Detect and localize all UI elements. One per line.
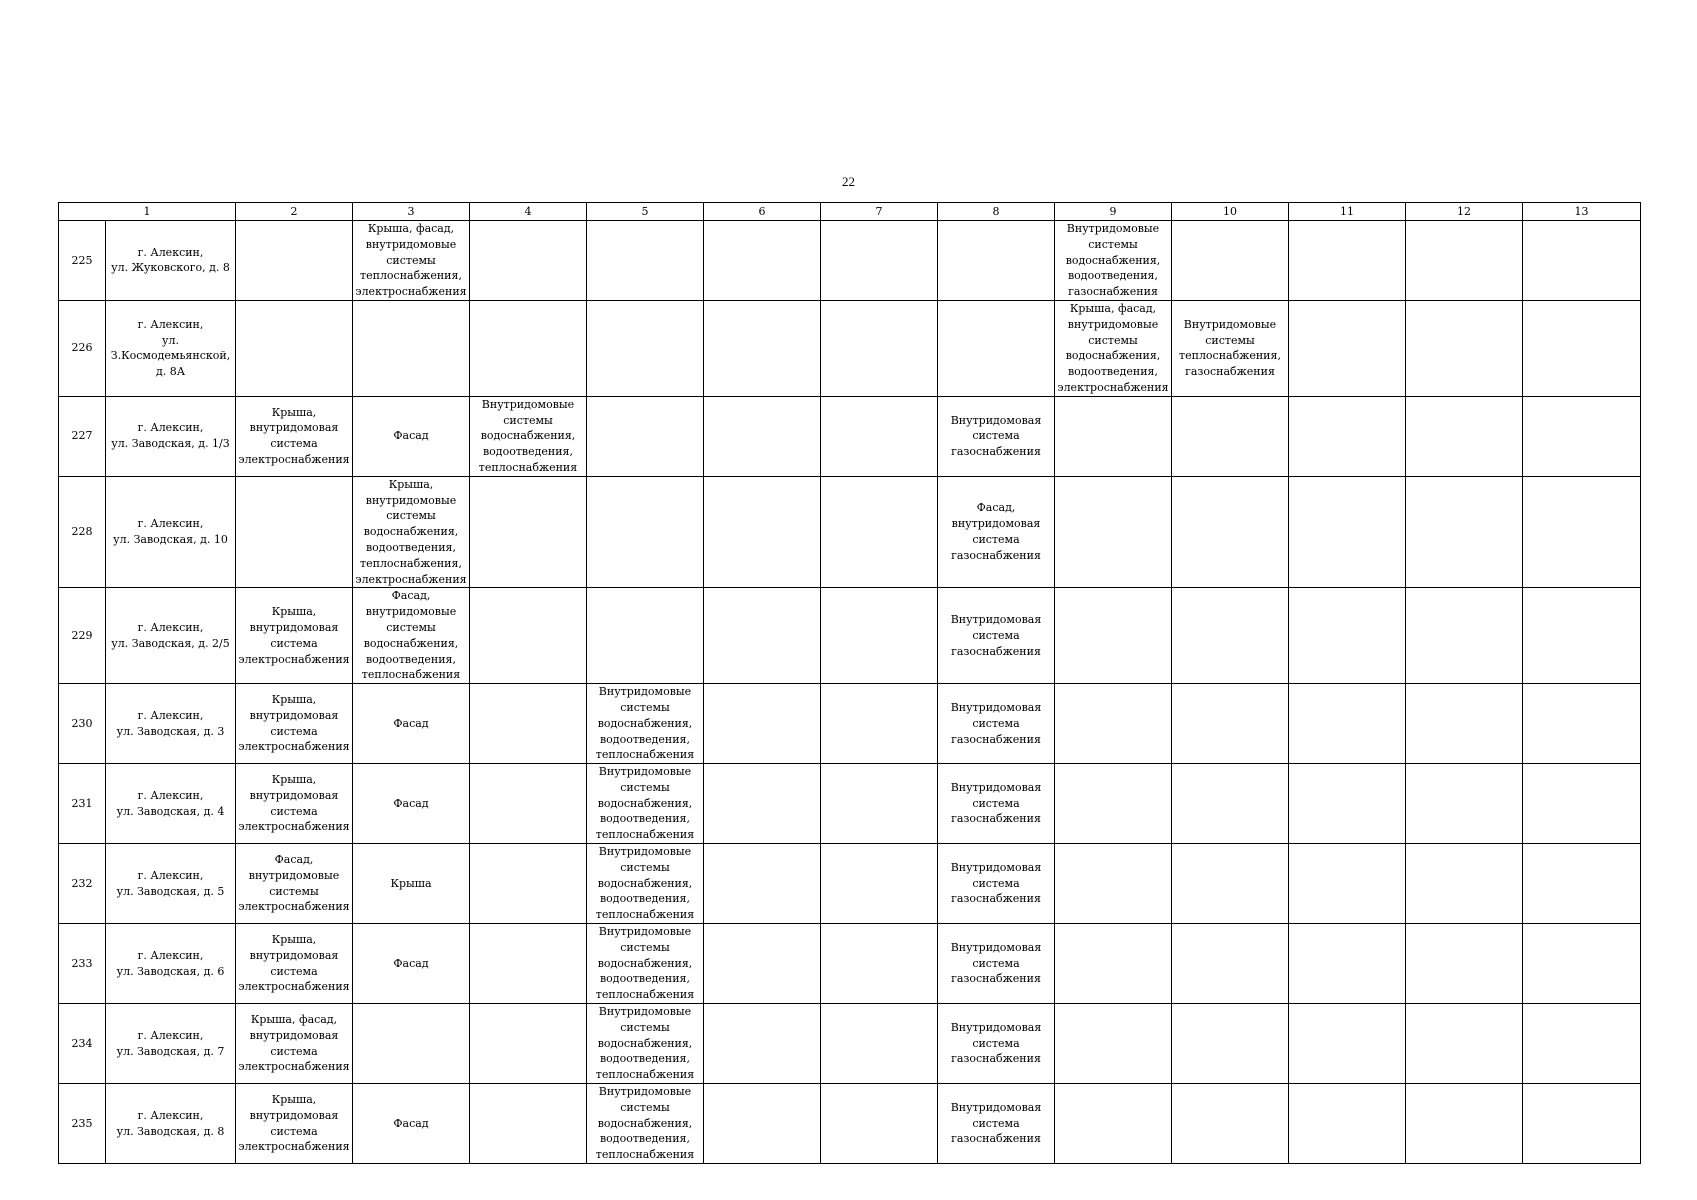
works-cell-col-10 [1172, 396, 1289, 476]
works-cell-col-13 [1523, 1004, 1641, 1084]
works-cell-col-4 [470, 844, 587, 924]
address-cell: г. Алексин, ул. Заводская, д. 10 [106, 476, 236, 588]
works-cell-col-13 [1523, 588, 1641, 684]
header-cell: 12 [1406, 203, 1523, 221]
works-cell-col-8: Внутридомовая система газоснабжения [938, 844, 1055, 924]
works-cell-col-5: Внутридомовые системы водоснабжения, водоотведения, теплоснабжения [587, 924, 704, 1004]
row-number: 227 [59, 396, 106, 476]
works-cell-col-6 [704, 764, 821, 844]
works-cell-col-12 [1406, 221, 1523, 301]
works-cell-col-9 [1055, 476, 1172, 588]
works-cell-col-3 [353, 1004, 470, 1084]
works-cell-col-2: Крыша, внутридомовая система электроснабжения [236, 764, 353, 844]
table-row [59, 844, 1641, 924]
header-cell: 2 [236, 203, 353, 221]
works-cell-col-5 [587, 588, 704, 684]
address-cell: г. Алексин, ул. Заводская, д. 6 [106, 924, 236, 1004]
works-cell-col-9 [1055, 844, 1172, 924]
address-cell: г. Алексин, ул. Заводская, д. 8 [106, 1084, 236, 1164]
works-cell-col-12 [1406, 1004, 1523, 1084]
works-cell-col-7 [821, 924, 938, 1004]
header-cell: 8 [938, 203, 1055, 221]
works-cell-col-10 [1172, 764, 1289, 844]
address-cell: г. Алексин, ул. Жуковского, д. 8 [106, 221, 236, 301]
works-cell-col-9 [1055, 588, 1172, 684]
header-cell: 10 [1172, 203, 1289, 221]
works-cell-col-5 [587, 221, 704, 301]
works-cell-col-6 [704, 396, 821, 476]
works-cell-col-10 [1172, 924, 1289, 1004]
works-cell-col-2: Крыша, внутридомовая система электроснабжения [236, 588, 353, 684]
works-cell-col-3: Крыша, фасад, внутридомовые системы теплоснабжения, электроснабжения [353, 221, 470, 301]
works-cell-col-10 [1172, 476, 1289, 588]
works-cell-col-5: Внутридомовые системы водоснабжения, водоотведения, теплоснабжения [587, 684, 704, 764]
works-cell-col-10 [1172, 221, 1289, 301]
row-number: 232 [59, 844, 106, 924]
address-cell: г. Алексин, ул. Заводская, д. 7 [106, 1004, 236, 1084]
works-cell-col-5 [587, 476, 704, 588]
works-cell-col-13 [1523, 684, 1641, 764]
works-cell-col-5 [587, 300, 704, 396]
works-cell-col-11 [1289, 221, 1406, 301]
row-number: 231 [59, 764, 106, 844]
works-cell-col-13 [1523, 924, 1641, 1004]
works-cell-col-3: Фасад [353, 396, 470, 476]
row-number: 235 [59, 1084, 106, 1164]
works-cell-col-6 [704, 588, 821, 684]
works-cell-col-3: Фасад [353, 924, 470, 1004]
works-cell-col-5 [587, 396, 704, 476]
works-cell-col-8: Внутридомовая система газоснабжения [938, 924, 1055, 1004]
works-cell-col-3: Фасад, внутридомовые системы водоснабжения, водоотведения, теплоснабжения [353, 588, 470, 684]
table-row [59, 300, 1641, 396]
works-cell-col-4 [470, 1004, 587, 1084]
works-cell-col-9 [1055, 764, 1172, 844]
works-schedule-table [58, 202, 1641, 1164]
works-cell-col-10 [1172, 1084, 1289, 1164]
works-cell-col-10 [1172, 684, 1289, 764]
works-cell-col-8: Внутридомовая система газоснабжения [938, 684, 1055, 764]
works-cell-col-11 [1289, 764, 1406, 844]
works-cell-col-11 [1289, 1004, 1406, 1084]
works-cell-col-2 [236, 476, 353, 588]
works-cell-col-12 [1406, 1084, 1523, 1164]
works-cell-col-10 [1172, 844, 1289, 924]
works-cell-col-12 [1406, 300, 1523, 396]
works-cell-col-11 [1289, 924, 1406, 1004]
works-cell-col-4 [470, 476, 587, 588]
works-cell-col-12 [1406, 588, 1523, 684]
works-cell-col-8: Фасад, внутридомовая система газоснабжения [938, 476, 1055, 588]
works-cell-col-6 [704, 221, 821, 301]
works-cell-col-6 [704, 844, 821, 924]
works-cell-col-9 [1055, 684, 1172, 764]
works-cell-col-11 [1289, 476, 1406, 588]
works-cell-col-7 [821, 1004, 938, 1084]
works-cell-col-7 [821, 588, 938, 684]
works-cell-col-13 [1523, 396, 1641, 476]
works-cell-col-6 [704, 684, 821, 764]
works-cell-col-2 [236, 221, 353, 301]
works-cell-col-4 [470, 764, 587, 844]
table-row [59, 588, 1641, 684]
works-cell-col-7 [821, 1084, 938, 1164]
works-cell-col-7 [821, 844, 938, 924]
header-cell: 5 [587, 203, 704, 221]
header-cell: 1 [59, 203, 236, 221]
works-cell-col-11 [1289, 396, 1406, 476]
works-cell-col-7 [821, 684, 938, 764]
works-cell-col-8 [938, 221, 1055, 301]
works-cell-col-5: Внутридомовые системы водоснабжения, водоотведения, теплоснабжения [587, 844, 704, 924]
works-cell-col-13 [1523, 764, 1641, 844]
works-cell-col-9 [1055, 1004, 1172, 1084]
works-cell-col-10 [1172, 1004, 1289, 1084]
works-cell-col-7 [821, 221, 938, 301]
works-cell-col-12 [1406, 396, 1523, 476]
address-cell: г. Алексин, ул. Заводская, д. 4 [106, 764, 236, 844]
works-cell-col-9: Крыша, фасад, внутридомовые системы водоснабжения, водоотведения, электроснабжения [1055, 300, 1172, 396]
works-cell-col-11 [1289, 1084, 1406, 1164]
works-cell-col-11 [1289, 684, 1406, 764]
works-cell-col-13 [1523, 300, 1641, 396]
address-cell: г. Алексин, ул. Заводская, д. 1/3 [106, 396, 236, 476]
header-cell: 13 [1523, 203, 1641, 221]
works-cell-col-2: Фасад, внутридомовые системы электроснабжения [236, 844, 353, 924]
address-cell: г. Алексин, ул. З.Космодемьянской, д. 8А [106, 300, 236, 396]
row-number: 234 [59, 1004, 106, 1084]
works-cell-col-10 [1172, 588, 1289, 684]
works-cell-col-9: Внутридомовые системы водоснабжения, водоотведения, газоснабжения [1055, 221, 1172, 301]
header-cell: 7 [821, 203, 938, 221]
header-cell: 11 [1289, 203, 1406, 221]
row-number: 228 [59, 476, 106, 588]
works-cell-col-5: Внутридомовые системы водоснабжения, водоотведения, теплоснабжения [587, 1084, 704, 1164]
works-cell-col-5: Внутридомовые системы водоснабжения, водоотведения, теплоснабжения [587, 764, 704, 844]
works-cell-col-8 [938, 300, 1055, 396]
works-cell-col-13 [1523, 476, 1641, 588]
works-cell-col-5: Внутридомовые системы водоснабжения, водоотведения, теплоснабжения [587, 1004, 704, 1084]
table-row [59, 684, 1641, 764]
row-number: 226 [59, 300, 106, 396]
works-cell-col-4: Внутридомовые системы водоснабжения, водоотведения, теплоснабжения [470, 396, 587, 476]
header-row [59, 203, 1641, 221]
row-number: 225 [59, 221, 106, 301]
works-cell-col-2: Крыша, фасад, внутридомовая система электроснабжения [236, 1004, 353, 1084]
table-row [59, 476, 1641, 588]
works-cell-col-8: Внутридомовая система газоснабжения [938, 764, 1055, 844]
works-cell-col-7 [821, 300, 938, 396]
address-cell: г. Алексин, ул. Заводская, д. 5 [106, 844, 236, 924]
works-cell-col-4 [470, 300, 587, 396]
works-cell-col-8: Внутридомовая система газоснабжения [938, 1084, 1055, 1164]
works-cell-col-13 [1523, 1084, 1641, 1164]
works-cell-col-13 [1523, 221, 1641, 301]
works-cell-col-10: Внутридомовые системы теплоснабжения, газоснабжения [1172, 300, 1289, 396]
table-row [59, 764, 1641, 844]
works-cell-col-3: Крыша [353, 844, 470, 924]
works-cell-col-4 [470, 924, 587, 1004]
works-cell-col-11 [1289, 844, 1406, 924]
page-number: 22 [842, 174, 855, 189]
works-cell-col-7 [821, 764, 938, 844]
table-row [59, 1084, 1641, 1164]
works-cell-col-8: Внутридомовая система газоснабжения [938, 396, 1055, 476]
works-cell-col-4 [470, 221, 587, 301]
works-cell-col-6 [704, 1004, 821, 1084]
works-cell-col-8: Внутридомовая система газоснабжения [938, 588, 1055, 684]
header-cell: 9 [1055, 203, 1172, 221]
works-cell-col-4 [470, 588, 587, 684]
table-row [59, 924, 1641, 1004]
works-cell-col-7 [821, 476, 938, 588]
works-cell-col-2: Крыша, внутридомовая система электроснабжения [236, 924, 353, 1004]
works-cell-col-6 [704, 476, 821, 588]
works-cell-col-12 [1406, 684, 1523, 764]
works-cell-col-12 [1406, 476, 1523, 588]
works-cell-col-9 [1055, 1084, 1172, 1164]
row-number: 230 [59, 684, 106, 764]
header-cell: 4 [470, 203, 587, 221]
row-number: 229 [59, 588, 106, 684]
works-cell-col-3 [353, 300, 470, 396]
works-cell-col-6 [704, 1084, 821, 1164]
works-cell-col-3: Фасад [353, 684, 470, 764]
works-cell-col-6 [704, 924, 821, 1004]
table-row [59, 396, 1641, 476]
works-cell-col-3: Крыша, внутридомовые системы водоснабжения, водоотведения, теплоснабжения, электроснабжения [353, 476, 470, 588]
works-cell-col-9 [1055, 924, 1172, 1004]
works-cell-col-3: Фасад [353, 764, 470, 844]
works-cell-col-13 [1523, 844, 1641, 924]
table-row [59, 221, 1641, 301]
works-cell-col-6 [704, 300, 821, 396]
works-cell-col-7 [821, 396, 938, 476]
works-cell-col-2: Крыша, внутридомовая система электроснабжения [236, 684, 353, 764]
works-cell-col-3: Фасад [353, 1084, 470, 1164]
works-cell-col-2: Крыша, внутридомовая система электроснабжения [236, 1084, 353, 1164]
works-cell-col-12 [1406, 844, 1523, 924]
works-cell-col-2 [236, 300, 353, 396]
works-cell-col-12 [1406, 924, 1523, 1004]
header-cell: 6 [704, 203, 821, 221]
header-cell: 3 [353, 203, 470, 221]
address-cell: г. Алексин, ул. Заводская, д. 2/5 [106, 588, 236, 684]
works-cell-col-12 [1406, 764, 1523, 844]
address-cell: г. Алексин, ул. Заводская, д. 3 [106, 684, 236, 764]
works-cell-col-9 [1055, 396, 1172, 476]
works-cell-col-11 [1289, 300, 1406, 396]
works-cell-col-8: Внутридомовая система газоснабжения [938, 1004, 1055, 1084]
works-cell-col-2: Крыша, внутридомовая система электроснабжения [236, 396, 353, 476]
row-number: 233 [59, 924, 106, 1004]
works-cell-col-11 [1289, 588, 1406, 684]
works-cell-col-4 [470, 1084, 587, 1164]
works-cell-col-4 [470, 684, 587, 764]
table-row [59, 1004, 1641, 1084]
